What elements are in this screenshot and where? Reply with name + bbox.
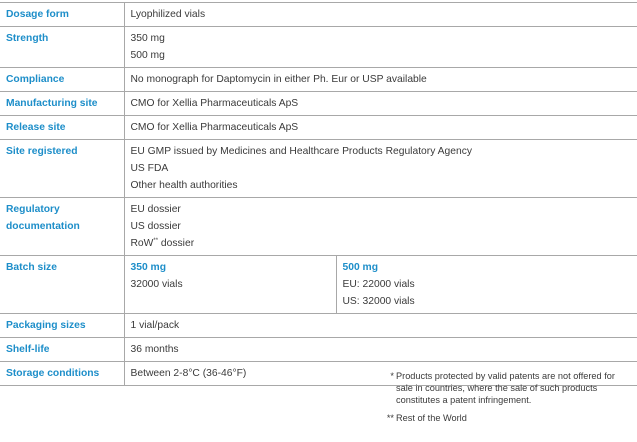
row-label — [0, 198, 124, 256]
row-label: Packaging sizes — [0, 314, 124, 338]
row-packaging-sizes — [0, 314, 637, 338]
row-label-line: documentation — [6, 221, 80, 232]
row-label: Storage conditions — [0, 362, 124, 386]
strength-heading: 350 mg — [130, 262, 166, 273]
row-value — [124, 116, 637, 140]
footnote-row — [380, 412, 630, 424]
row-value — [124, 338, 637, 362]
value-line: 500 mg — [130, 50, 165, 61]
row-value — [124, 27, 637, 68]
value-line: 32000 vials — [130, 279, 183, 290]
value-line: No monograph for Daptomycin in either Ph. Eur or USP available — [130, 74, 427, 85]
footnote-patents — [380, 370, 630, 406]
row-label: Dosage form — [0, 3, 124, 27]
row-strength — [0, 27, 637, 68]
value-line: 36 months — [130, 344, 179, 355]
row-value — [124, 3, 637, 27]
value-line: Between 2-8°C (36-46°F) — [130, 368, 247, 379]
value-line: US: 32000 vials — [342, 296, 415, 307]
row-value — [124, 140, 637, 198]
row-compliance — [0, 68, 637, 92]
dossier-text: dossier — [158, 238, 195, 249]
strength-heading: 500 mg — [342, 262, 378, 273]
footnote-ref: ** — [153, 238, 159, 244]
row-abbrev: RoW — [130, 238, 154, 249]
row-label: Compliance — [0, 68, 124, 92]
value-line: EU GMP issued by Medicines and Healthcare Products Regulatory Agency — [130, 146, 472, 157]
row-label: Release site — [0, 116, 124, 140]
value-line: CMO for Xellia Pharmaceuticals ApS — [130, 122, 299, 133]
footnote-mark: ** — [386, 413, 394, 423]
row-label: Strength — [0, 27, 124, 68]
value-line: US dossier — [130, 221, 181, 232]
value-line: Other health authorities — [130, 180, 238, 191]
batch-500-cell — [336, 256, 637, 314]
value-line: Lyophilized vials — [130, 9, 206, 20]
row-label: Manufacturing site — [0, 92, 124, 116]
row-value — [124, 92, 637, 116]
product-spec-table — [0, 2, 637, 386]
row-manufacturing-site — [0, 92, 637, 116]
row-label-line: Regulatory — [6, 204, 60, 215]
value-line: EU: 22000 vials — [342, 279, 415, 290]
row-site-registered — [0, 140, 637, 198]
value-line: CMO for Xellia Pharmaceuticals ApS — [130, 98, 299, 109]
batch-350-cell — [124, 256, 336, 314]
value-line: 350 mg — [130, 33, 165, 44]
row-label: Shelf-life — [0, 338, 124, 362]
row-value — [124, 68, 637, 92]
row-shelf-life — [0, 338, 637, 362]
row-value — [124, 198, 637, 256]
value-line — [131, 235, 632, 252]
row-release-site — [0, 116, 637, 140]
row-label: Site registered — [0, 140, 124, 198]
footnote-text: Rest of the World — [396, 413, 467, 423]
row-dosage-form — [0, 3, 637, 27]
value-line: US FDA — [130, 163, 169, 174]
row-label: Batch size — [0, 256, 124, 314]
footnote-mark: * — [390, 371, 394, 381]
value-line: EU dossier — [130, 204, 181, 215]
footnotes — [380, 370, 630, 424]
value-line: 1 vial/pack — [130, 320, 180, 331]
row-value — [124, 314, 637, 338]
row-regulatory-documentation — [0, 198, 637, 256]
row-batch-size — [0, 256, 637, 314]
footnote-text: Products protected by valid patents are not offered for sale in countries, where the sale of such products constitutes a patent infringement. — [396, 371, 615, 405]
